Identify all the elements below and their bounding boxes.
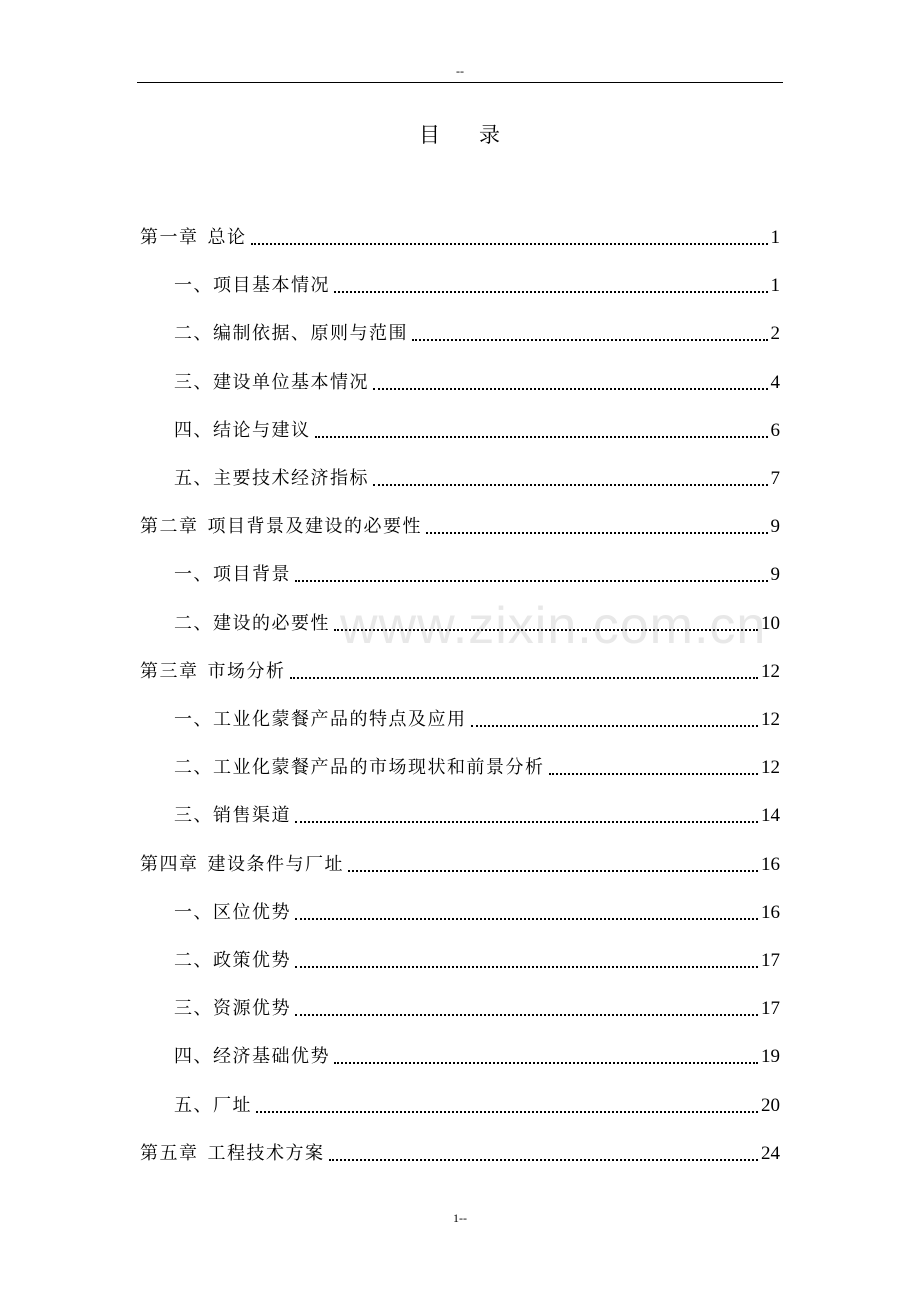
toc-page-number: 17 (761, 950, 780, 971)
toc-section-entry[interactable] (140, 266, 780, 298)
toc-section-entry[interactable] (140, 555, 780, 587)
toc-entry-label (140, 660, 286, 684)
toc-section-entry[interactable] (140, 941, 780, 973)
toc-entry-title: 一、区位优势 (174, 901, 291, 923)
toc-entry-title: 五、厂址 (174, 1094, 252, 1116)
toc-dot-leader (256, 1111, 758, 1113)
toc-dot-leader (290, 677, 759, 679)
toc-section-entry[interactable] (140, 893, 780, 925)
toc-section-entry[interactable] (140, 989, 780, 1021)
toc-dot-leader (412, 339, 768, 341)
toc-dot-leader (471, 725, 759, 727)
toc-section-entry[interactable] (140, 1037, 780, 1069)
toc-page-number: 12 (761, 709, 780, 730)
toc-entry-label (174, 708, 467, 732)
toc-entry-label (174, 563, 291, 587)
toc-entry-label (174, 371, 369, 395)
toc-chapter-number: 第三章 (140, 660, 199, 682)
toc-entry-title: 一、工业化蒙餐产品的特点及应用 (174, 709, 467, 730)
toc-page-number: 24 (761, 1142, 780, 1164)
toc-section-entry[interactable] (140, 748, 780, 780)
toc-entry-label (174, 901, 291, 925)
toc-chapter-entry[interactable] (140, 845, 780, 877)
toc-entry-title: 建设条件与厂址 (207, 853, 344, 875)
header-rule (137, 82, 783, 83)
toc-page-number: 16 (761, 853, 780, 875)
toc-entry-title: 一、项目基本情况 (174, 275, 330, 297)
toc-chapter-entry[interactable] (140, 652, 780, 684)
toc-page-number: 12 (761, 757, 780, 779)
toc-dot-leader (295, 918, 758, 920)
toc-entry-title: 四、结论与建议 (174, 419, 311, 441)
toc-entry-title: 二、建设的必要性 (174, 612, 330, 634)
toc-chapter-entry[interactable] (140, 1134, 780, 1166)
title-char-2: 录 (479, 123, 501, 147)
toc-page-number: 20 (761, 1094, 780, 1116)
toc-entry-label (174, 322, 408, 346)
toc-entry-label (174, 756, 545, 780)
toc-page-number: 9 (770, 516, 780, 538)
toc-page-number: 1 (770, 227, 780, 248)
toc-page-number: 17 (761, 998, 780, 1020)
toc-dot-leader (334, 291, 768, 293)
toc-dot-leader (426, 532, 768, 534)
toc-page-number: 1 (770, 275, 780, 297)
toc-entry-title: 项目背景及建设的必要性 (207, 516, 422, 538)
toc-entry-title: 二、政策优势 (174, 950, 291, 971)
toc-dot-leader (295, 821, 758, 823)
title-char-1: 目 (419, 123, 441, 147)
toc-dot-leader (373, 388, 768, 390)
toc-page-number: 7 (770, 468, 780, 489)
toc-entry-label (174, 467, 369, 491)
toc-page-number: 12 (761, 660, 780, 682)
toc-entry-label (174, 274, 330, 298)
toc-section-entry[interactable] (140, 363, 780, 395)
toc-dot-leader (251, 243, 768, 245)
toc-entry-label (174, 949, 291, 973)
toc-page-number: 19 (761, 1046, 780, 1068)
toc-page-number: 10 (761, 612, 780, 634)
toc-dot-leader (549, 773, 759, 775)
toc-entry-label (174, 419, 311, 443)
toc-dot-leader (295, 966, 758, 968)
toc-section-entry[interactable] (140, 314, 780, 346)
toc-dot-leader (295, 1014, 758, 1016)
toc-dot-leader (373, 484, 768, 486)
toc-dot-leader (348, 870, 758, 872)
toc-section-entry[interactable] (140, 1086, 780, 1118)
page-footer-mark: 1-- (453, 1211, 467, 1225)
toc-section-entry[interactable] (140, 411, 780, 443)
toc-entry-label (140, 226, 247, 250)
toc-entry-label (174, 997, 291, 1021)
toc-page-number: 14 (761, 805, 780, 827)
toc-entry-title: 二、编制依据、原则与范围 (174, 323, 408, 345)
toc-entry-title: 四、经济基础优势 (174, 1046, 330, 1068)
toc-chapter-number: 第四章 (140, 853, 199, 875)
toc-page-number: 6 (770, 419, 780, 441)
watermark-text: www.zixin.com.cn (340, 597, 767, 655)
toc-dot-leader (315, 436, 768, 438)
toc-entry-title: 总论 (207, 227, 247, 248)
toc-chapter-entry[interactable] (140, 218, 780, 250)
toc-entry-title: 三、销售渠道 (174, 805, 291, 827)
toc-page-number: 2 (770, 323, 780, 345)
toc-entry-title: 二、工业化蒙餐产品的市场现状和前景分析 (174, 757, 545, 779)
toc-page-number: 9 (770, 564, 780, 586)
toc-page-number: 16 (761, 901, 780, 923)
toc-dot-leader (329, 1159, 759, 1161)
toc-entry-title: 三、资源优势 (174, 998, 291, 1020)
toc-entry-label (174, 612, 330, 636)
page-header-mark: -- (456, 64, 464, 78)
toc-dot-leader (295, 580, 768, 582)
toc-entry-label (174, 804, 291, 828)
toc-chapter-entry[interactable] (140, 507, 780, 539)
toc-entry-label (140, 1142, 325, 1166)
toc-entry-label (174, 1045, 330, 1069)
toc-entry-label (174, 1094, 252, 1118)
toc-chapter-number: 第二章 (140, 516, 199, 538)
toc-page-number: 4 (770, 371, 780, 393)
page-title (0, 121, 920, 149)
toc-entry-title: 五、主要技术经济指标 (174, 468, 369, 489)
toc-section-entry[interactable] (140, 796, 780, 828)
toc-entry-title: 工程技术方案 (207, 1142, 325, 1164)
toc-section-entry[interactable] (140, 700, 780, 732)
toc-entry-label (140, 853, 344, 877)
toc-dot-leader (334, 1062, 758, 1064)
toc-entry-title: 三、建设单位基本情况 (174, 371, 369, 393)
toc-chapter-number: 第一章 (140, 227, 199, 248)
toc-section-entry[interactable] (140, 459, 780, 491)
toc-entry-title: 一、项目背景 (174, 564, 291, 586)
toc-entry-title: 市场分析 (207, 660, 286, 682)
toc-entry-label (140, 515, 422, 539)
toc-chapter-number: 第五章 (140, 1142, 199, 1164)
